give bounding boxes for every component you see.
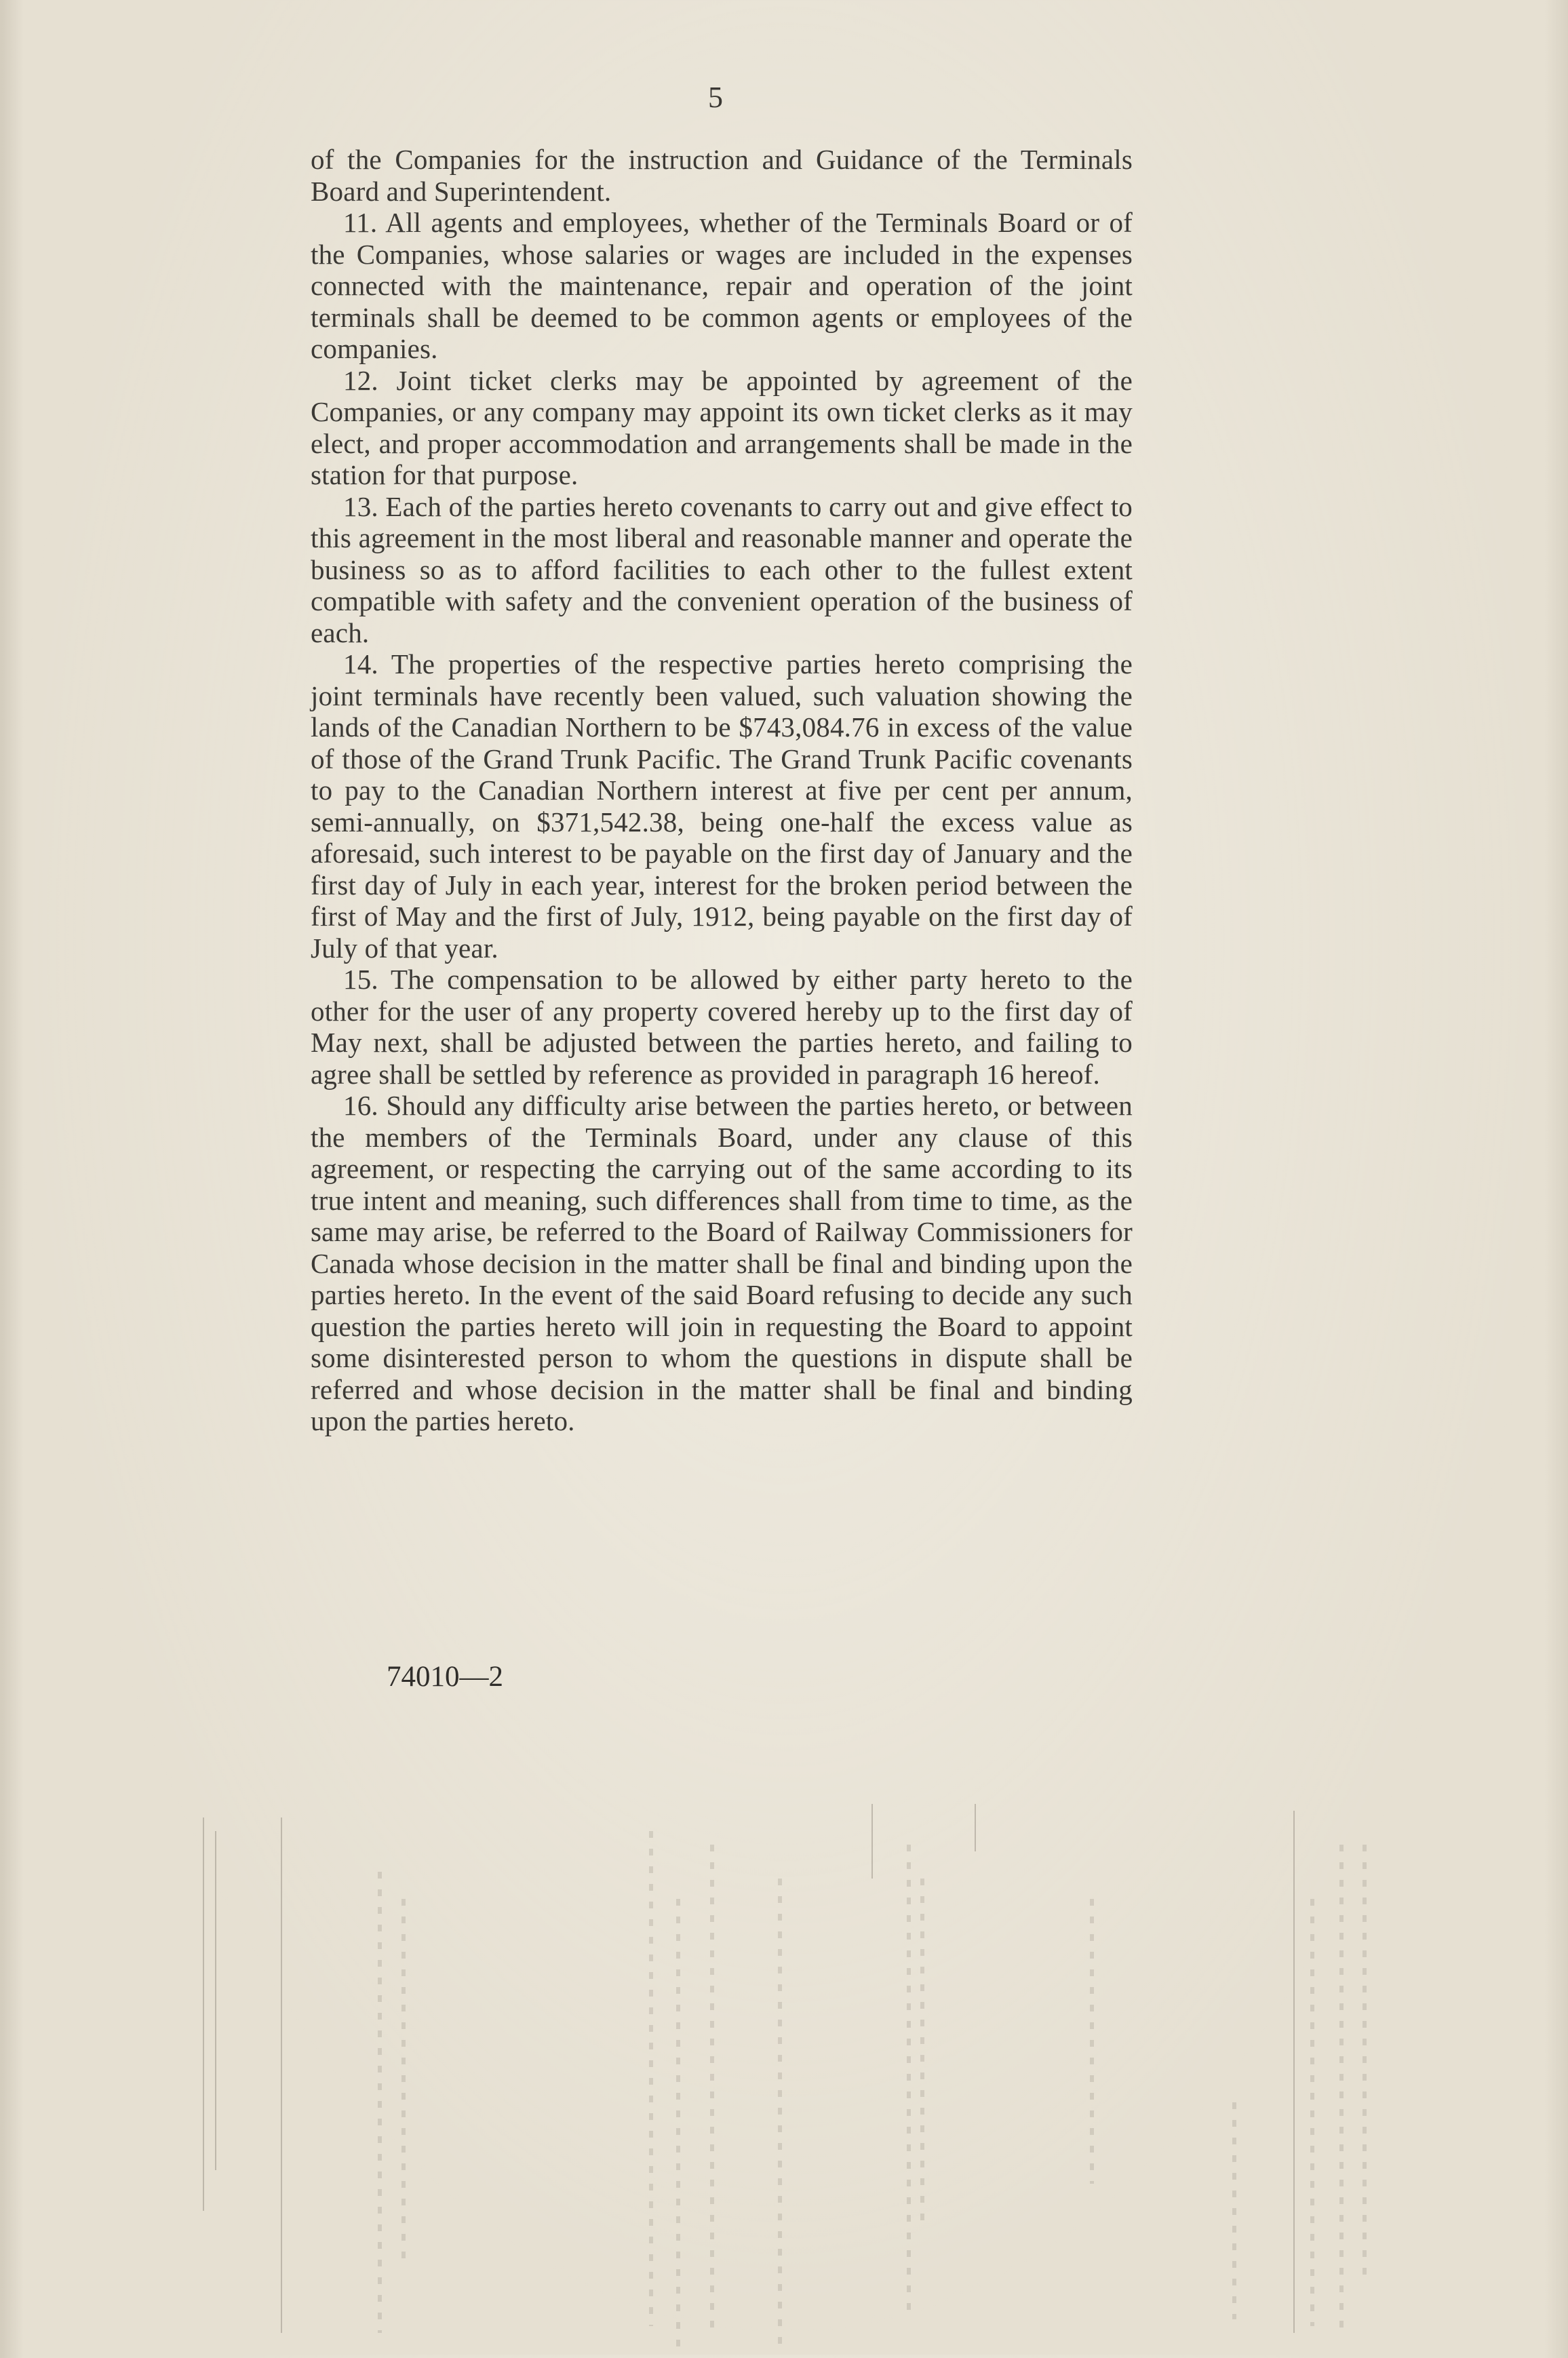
- document-body: [311, 144, 1133, 1437]
- show-through-marks: [0, 1790, 1568, 2355]
- paragraph-12: 12. Joint ticket clerks may be appointed by agreement of the Companies, or any company may appoint its own ticket clerks as it may elect, and proper accommodation and arrangements shall be made in the station for that purpose.: [311, 364, 1133, 490]
- paragraph-16: 16. Should any difficulty arise between the parties hereto, or between the members of the Terminals Board, under any clause of this agreement, or respecting the carrying out of the same according to its true intent and meaning, such differences shall from time to time, as the same may arise, be referred to the Board of Railway Commissioners for Canada whose decision in the matter shall be final and binding upon the parties hereto. In the event of the said Board refusing to decide any such question the parties hereto will join in requesting the Board to appoint some disinterested person to whom the questions in dispute shall be referred and whose decision in the matter shall be final and binding upon the parties hereto.: [311, 1090, 1133, 1436]
- paragraph-11: 11. All agents and employees, whether of the Terminals Board or of the Companies, whose salaries or wages are included in the expenses connected with the maintenance, repair and operation of the joint terminals shall be deemed to be common agents or employees of the companies.: [311, 207, 1133, 364]
- show-through-texture: [0, 1790, 1568, 2355]
- print-code: 74010—2: [387, 1661, 503, 1693]
- paragraph-13: 13. Each of the parties hereto covenants to carry out and give effect to this agreement in the most liberal and reasonable manner and operate the business so as to afford facilities to each other to the fullest extent compatible with safety and the convenient operation of the business of each.: [311, 490, 1133, 648]
- paragraph-15: 15. The compensation to be allowed by either party hereto to the other for the user of any property covered hereby up to the first day of May next, shall be adjusted between the parties hereto, and failing to agree shall be settled by reference as provided in paragraph 16 hereof.: [311, 964, 1133, 1090]
- paragraph-14: 14. The properties of the respective parties hereto comprising the joint terminals have recently been valued, such valuation showing the lands of the Canadian Northern to be $743,084.76 in excess of the value of those of the Grand Trunk Pacific. The Grand Trunk Pacific covenants to pay to the Canadian Northern interest at five per cent per annum, semi-annually, on $371,542.38, being one-half the excess value as aforesaid, such interest to be payable on the first day of January and the first day of July in each year, interest for the broken period between the first of May and the first of July, 1912, being payable on the first day of July of that year.: [311, 648, 1133, 964]
- page-number: 5: [708, 81, 723, 114]
- paragraph-continuation: of the Companies for the instruction and Guidance of the Terminals Board and Superintendent.: [311, 144, 1133, 207]
